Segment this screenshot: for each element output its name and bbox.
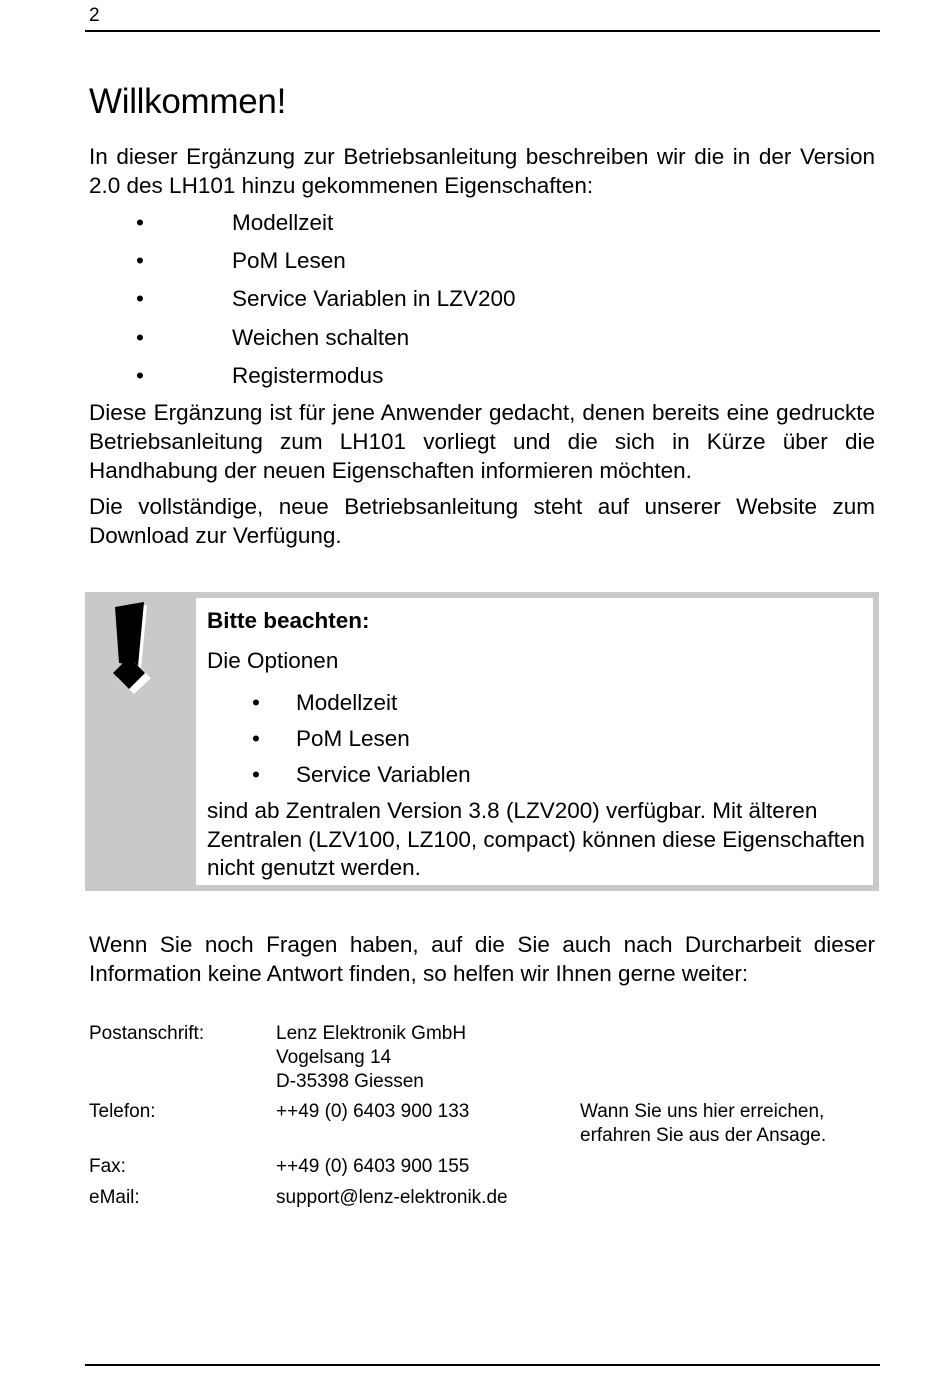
- note-content: [196, 598, 873, 885]
- phone-number: ++49 (0) 6403 900 133: [276, 1101, 470, 1122]
- feature-label: Registermodus: [232, 362, 384, 388]
- bullet-icon: •: [136, 286, 144, 312]
- email-label: eMail:: [89, 1187, 140, 1208]
- postal-label: Postanschrift:: [89, 1023, 205, 1044]
- bullet-icon: •: [136, 324, 144, 350]
- postal-address: [276, 1022, 466, 1094]
- note-text: sind ab Zentralen Version 3.8 (LZV200) verfügbar. Mit älteren Zentralen (LZV100, LZ100, compact) können diese Eigenschaften nicht genutzt werden.: [207, 798, 865, 880]
- note-title: Bitte beachten:: [207, 608, 370, 633]
- fax-number: ++49 (0) 6403 900 155: [276, 1156, 470, 1177]
- note-item-label: Modellzeit: [296, 690, 398, 715]
- bullet-icon: •: [136, 362, 144, 388]
- bullet-icon: •: [252, 726, 260, 751]
- phone-note: [580, 1100, 826, 1148]
- fax-label: Fax:: [89, 1156, 126, 1177]
- note-item-label: PoM Lesen: [296, 726, 410, 751]
- footer-rule: [85, 1364, 880, 1366]
- intro-paragraph: In dieser Ergänzung zur Betriebsanleitung beschreiben wir die in der Version 2.0 des LH101 hinzu gekommenen Eigenschaften:: [89, 144, 875, 198]
- note-intro: Die Optionen: [207, 648, 339, 673]
- bullet-icon: •: [136, 210, 144, 235]
- feature-label: Weichen schalten: [232, 324, 410, 350]
- bullet-icon: •: [252, 690, 260, 715]
- feature-label: PoM Lesen: [232, 248, 346, 274]
- phone-label: Telefon:: [89, 1101, 156, 1122]
- phone-note-line: erfahren Sie aus der Ansage.: [580, 1125, 827, 1146]
- bullet-icon: •: [252, 762, 260, 787]
- phone-note-line: Wann Sie uns hier erreichen,: [580, 1101, 825, 1122]
- address-line: Lenz Elektronik GmbH: [276, 1023, 467, 1044]
- note-item-label: Service Variablen: [296, 762, 471, 787]
- feature-label: Modellzeit: [232, 210, 334, 235]
- email-address: support@lenz-elektronik.de: [276, 1187, 508, 1208]
- feature-label: Service Variablen in LZV200: [232, 286, 516, 312]
- exclamation-icon: [109, 602, 157, 697]
- address-line: D-35398 Giessen: [276, 1071, 424, 1092]
- bullet-icon: •: [136, 248, 144, 274]
- download-paragraph: Die vollständige, neue Betriebsanleitung steht auf unserer Website zum Download zur Verfügung.: [89, 494, 875, 548]
- address-line: Vogelsang 14: [276, 1047, 392, 1068]
- note-box: [85, 592, 879, 891]
- page-title: Willkommen!: [89, 82, 286, 121]
- audience-paragraph: Diese Ergänzung ist für jene Anwender gedacht, denen bereits eine gedruckte Betriebsanleitung zum LH101 vorliegt und die sich in Kürze über die Handhabung der neuen Eigenschaften informieren möchten.: [89, 400, 875, 483]
- header-rule: [85, 30, 880, 32]
- questions-paragraph: Wenn Sie noch Fragen haben, auf die Sie auch nach Durcharbeit dieser Information keine Antwort finden, so helfen wir Ihnen gerne weiter:: [89, 932, 875, 986]
- page-number: 2: [89, 5, 100, 26]
